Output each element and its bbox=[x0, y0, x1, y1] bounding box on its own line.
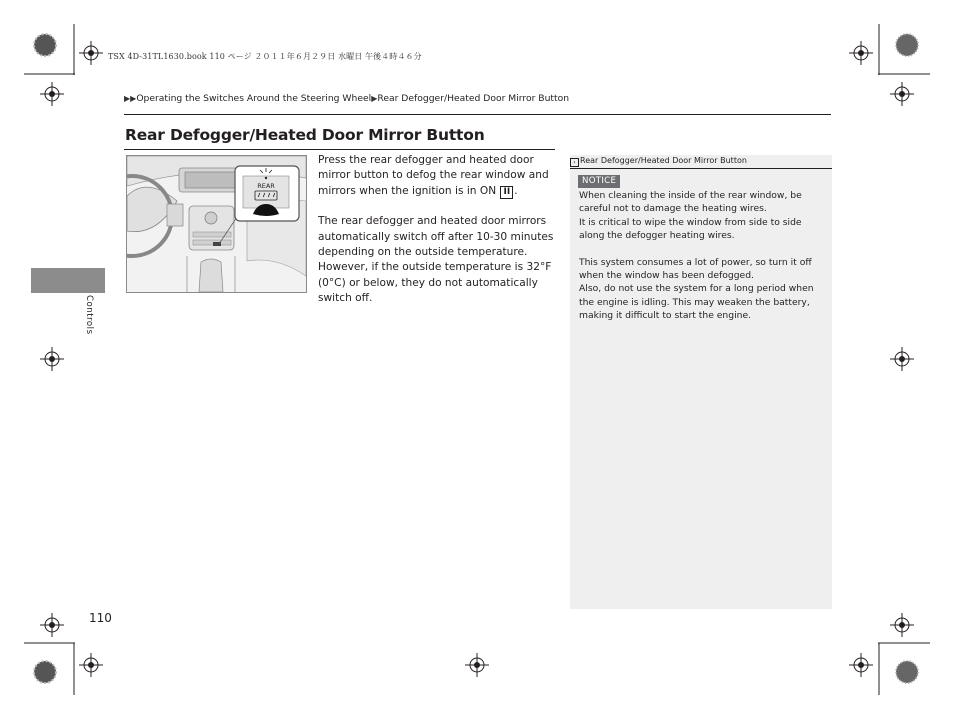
info-line: Also, do not use the system for a long period when the engine is idling. This may weaken the battery, making it difficult to start the engine. bbox=[579, 283, 814, 322]
reference-icon: › bbox=[570, 158, 579, 167]
info-line: This system consumes a lot of power, so turn it off when the window has been defogged. bbox=[579, 256, 812, 282]
dashboard-illustration bbox=[126, 155, 307, 293]
ignition-on-symbol: II bbox=[500, 186, 513, 199]
breadcrumb-arrow-icon: ▶▶ bbox=[124, 94, 137, 103]
notice-line: It is critical to wipe the window from side to side along the defogger heating wires. bbox=[579, 216, 802, 242]
notice-badge: NOTICE bbox=[578, 175, 620, 188]
note-reference[interactable]: › Rear Defogger/Heated Door Mirror Button bbox=[570, 156, 747, 167]
print-header: TSX 4D-31TL1630.book 110 ページ ２０１１年６月２９日 水曜日 午後４時４６分 bbox=[108, 52, 422, 61]
title-rule bbox=[124, 149, 555, 150]
breadcrumb-parent[interactable]: Operating the Switches Around the Steering Wheel bbox=[136, 93, 372, 104]
page-title: Rear Defogger/Heated Door Mirror Button bbox=[125, 126, 485, 144]
notice-line: When cleaning the inside of the rear window, be careful not to damage the heating wires. bbox=[579, 190, 802, 215]
chapter-label: Controls bbox=[84, 295, 94, 335]
note-text bbox=[579, 189, 824, 323]
chapter-tab[interactable] bbox=[31, 268, 105, 293]
note-rule bbox=[570, 168, 832, 169]
body-paragraph: Press the rear defogger and heated door mirror button to defog the rear window and mirrors when the ignition is in ON II . bbox=[318, 154, 549, 197]
dashboard-drawing bbox=[127, 156, 306, 292]
breadcrumb bbox=[124, 93, 569, 104]
body-paragraph: The rear defogger and heated door mirrors automatically switch off after 10-30 minutes depending on the outside temperature. However, if the outside temperature is 32°F (0°C) or below, they do not automatically switch off. bbox=[318, 215, 554, 305]
breadcrumb-current: Rear Defogger/Heated Door Mirror Button bbox=[377, 93, 570, 104]
rear-button-label: REAR bbox=[257, 182, 275, 190]
header-rule bbox=[124, 114, 831, 115]
page-number: 110 bbox=[89, 611, 112, 625]
breadcrumb-arrow-icon: ▶ bbox=[371, 94, 378, 103]
body-text bbox=[318, 153, 556, 322]
